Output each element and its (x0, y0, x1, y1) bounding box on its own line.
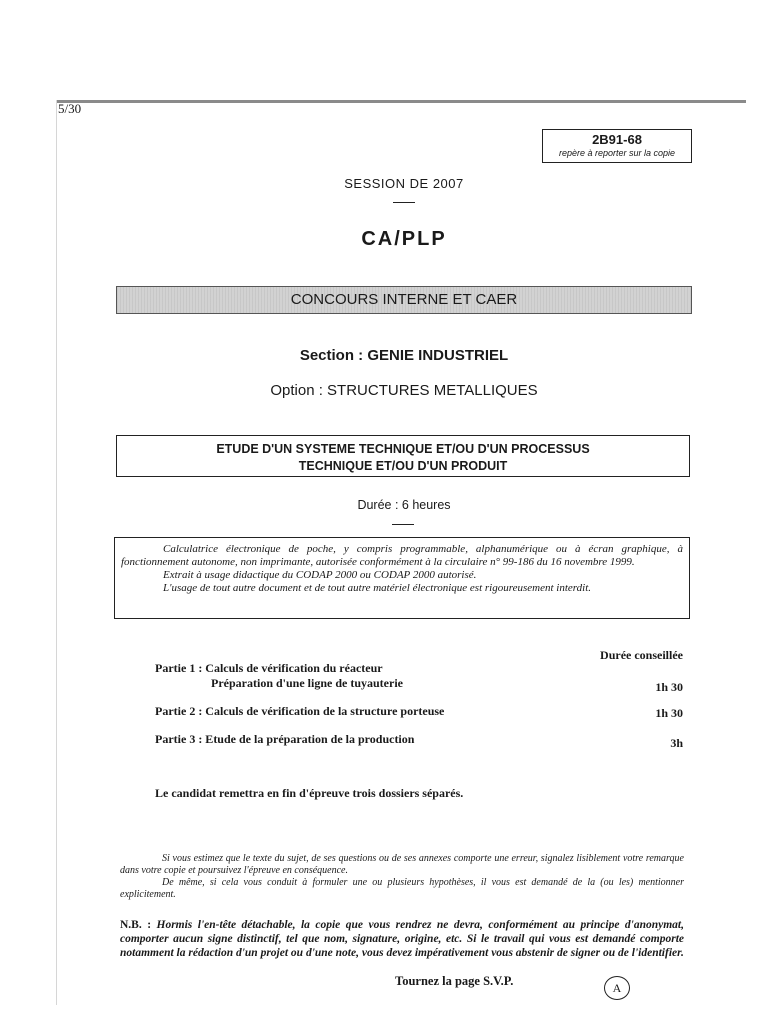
error-notes (120, 853, 684, 901)
calculator-rule-2: Extrait à usage didactique du CODAP 2000 ou CODAP 2000 autorisé. (163, 569, 477, 581)
nb-paragraph (120, 918, 684, 960)
circled-letter: A (604, 976, 630, 1000)
note-paragraph-2: De même, si cela vous conduit à formuler une ou plusieurs hypothèses, il vous est demandé de la (ou les) mentionner explicitement. (120, 877, 684, 900)
part-duration: 3h (670, 736, 683, 750)
reference-box (542, 129, 692, 163)
part-duration: 1h 30 (655, 706, 683, 720)
calculator-rule-1: Calculatrice électronique de poche, y compris programmable, alphanumérique ou à écran graphique, à fonctionnement autonome, non imprimante, autorisée conformément à la circulaire n° 99-186 du 16 novembre 1999. (121, 543, 683, 568)
section-title: Section : GENIE INDUSTRIEL (299, 347, 509, 364)
part-label: Partie 1 : Calculs de vérification du réacteur (155, 661, 383, 675)
part-duration: 1h 30 (655, 680, 683, 694)
calculator-rules-box (114, 537, 690, 619)
part-row (155, 704, 683, 719)
session-label: SESSION DE 2007 (344, 176, 464, 191)
concours-banner: CONCOURS INTERNE ET CAER (116, 286, 692, 314)
part-row (155, 732, 683, 747)
exam-title: CA/PLP (361, 228, 447, 250)
reference-note: repère à reporter sur la copie (558, 148, 676, 158)
etude-line-1: ETUDE D'UN SYSTEME TECHNIQUE ET/OU D'UN PROCESSUS (216, 442, 590, 456)
submission-instruction: Le candidat remettra en fin d'épreuve trois dossiers séparés. (155, 786, 464, 800)
etude-box (116, 435, 690, 477)
part-subrow (155, 676, 683, 691)
part-label: Partie 3 : Etude de la préparation de la production (155, 732, 415, 746)
calculator-rule-3: L'usage de tout autre document et de tout autre matériel électronique est rigoureusement interdit. (163, 582, 592, 594)
nb-text: Hormis l'en-tête détachable, la copie que vous rendrez ne devra, conformément au principe d'anonymat, comporter aucun signe distinctif, tel que nom, signature, origine, etc. Si le travail qui vous est demandé comporte notamment la rédaction d'un projet ou d'une note, vous devez impérativement vous abstenir de signer ou de l'identifier. (120, 919, 684, 959)
duration-label: Durée : 6 heures (357, 498, 451, 512)
turn-page-label: Tournez la page S.V.P. (395, 974, 514, 988)
part-sub-label: Préparation d'une ligne de tuyauterie (211, 676, 403, 690)
recommended-duration-header: Durée conseillée (600, 648, 683, 662)
page-number: 5/30 (58, 101, 82, 116)
nb-label: N.B. : (120, 919, 152, 931)
divider-dash (393, 202, 415, 203)
part-label: Partie 2 : Calculs de vérification de la structure porteuse (155, 704, 445, 718)
reference-code: 2B91-68 (592, 132, 642, 147)
top-rule (56, 100, 746, 103)
part-row (155, 661, 683, 676)
option-title: Option : STRUCTURES METALLIQUES (270, 382, 538, 399)
divider-dash (392, 524, 414, 525)
note-paragraph-1: Si vous estimez que le texte du sujet, de ses questions ou de ses annexes comporte une erreur, signalez lisiblement votre remarque dans votre copie et poursuivez l'épreuve en conséquence. (120, 853, 684, 876)
etude-line-2: TECHNIQUE ET/OU D'UN PRODUIT (298, 459, 508, 473)
